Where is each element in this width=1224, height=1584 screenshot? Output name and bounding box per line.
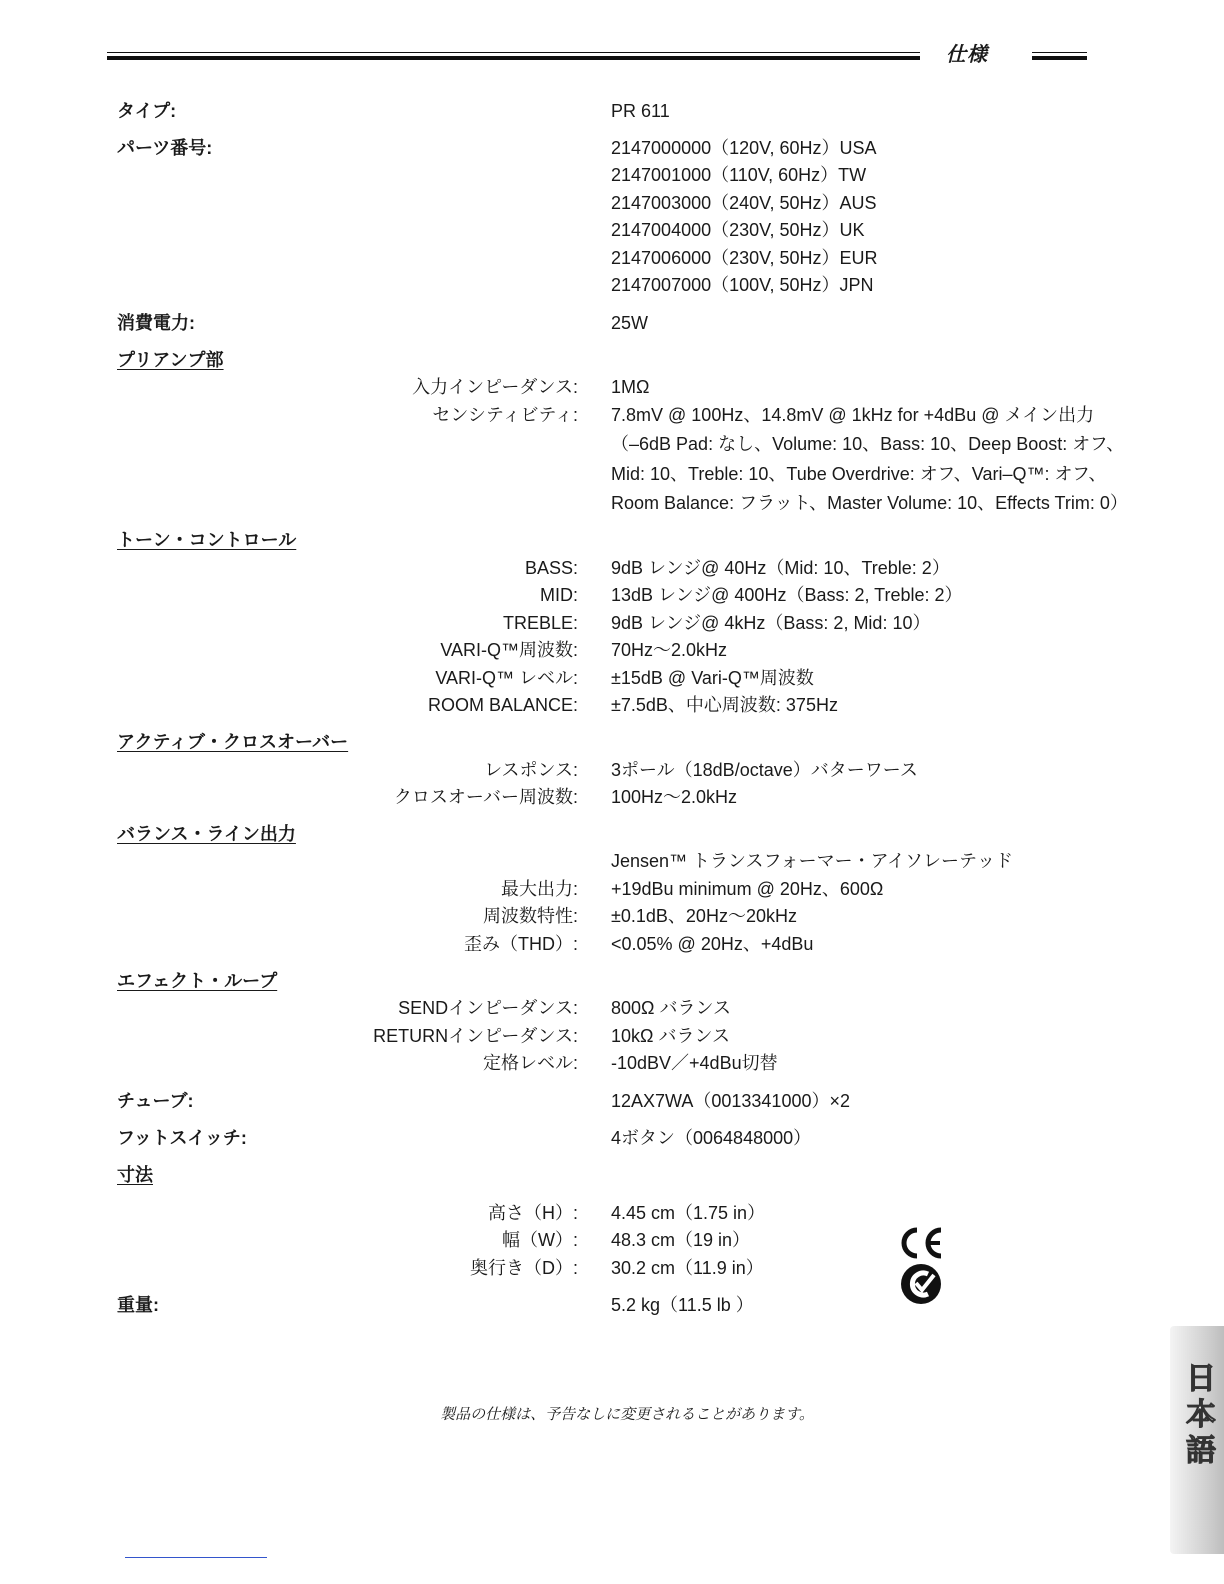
parts-label: パーツ番号: (117, 138, 213, 158)
sensitivity-line: 7.8mV @ 100Hz、14.8mV @ 1kHz for +4dBu @ メイン出力 (611, 405, 1095, 425)
sensitivity-line: Room Balance: フラット、Master Volume: 10、Effects Trim: 0） (611, 493, 1128, 513)
input-impedance-label: 入力インピーダンス: (412, 377, 578, 397)
room-balance-label: ROOM BALANCE: (427, 695, 578, 715)
send-impedance-label: SENDインピーダンス: (398, 998, 578, 1018)
bass-value: 9dB レンジ@ 40Hz（Mid: 10、Treble: 2） (611, 558, 950, 578)
mid-value: 13dB レンジ@ 400Hz（Bass: 2, Treble: 2） (611, 585, 963, 605)
height-value: 4.45 cm（1.75 in） (611, 1203, 766, 1223)
mid-label: MID: (540, 585, 578, 605)
response-value: 3ポール（18dB/octave）バターワース (611, 760, 918, 780)
max-output-label: 最大出力: (500, 879, 578, 899)
bass-label: BASS: (524, 558, 578, 578)
dimensions-heading: 寸法 (117, 1165, 153, 1185)
weight-value: 5.2 kg（11.5 lb ） (611, 1295, 754, 1315)
header-rule-left-thick (107, 56, 920, 60)
type-value: PR 611 (611, 101, 670, 121)
width-value: 48.3 cm（19 in） (611, 1230, 751, 1250)
tone-heading: トーン・コントロール (117, 530, 297, 550)
c-tick-mark-icon (899, 1263, 943, 1305)
crossover-freq-label: クロスオーバー周波数: (393, 787, 578, 807)
treble-value: 9dB レンジ@ 4kHz（Bass: 2, Mid: 10） (611, 613, 931, 633)
footer-note: 製品の仕様は、予告なしに変更されることがあります。 (440, 1406, 814, 1423)
sensitivity-line: Mid: 10、Treble: 10、Tube Overdrive: オフ、Vari–Q™: オフ、 (611, 464, 1107, 484)
depth-value: 30.2 cm（11.9 in） (611, 1258, 764, 1278)
tube-label: チューブ: (117, 1091, 194, 1111)
variq-level-label: VARI-Q™ レベル: (435, 668, 578, 688)
freq-response-value: ±0.1dB、20Hz～20kHz (611, 906, 797, 926)
max-output-value: +19dBu minimum @ 20Hz、600Ω (611, 879, 884, 899)
part-number: 2147004000（230V, 50Hz）UK (611, 220, 865, 240)
height-label: 高さ（H）: (488, 1203, 578, 1223)
tube-value: 12AX7WA（0013341000）×2 (611, 1091, 851, 1111)
balanced-heading: バランス・ライン出力 (117, 824, 296, 844)
page-title: 仕様 (946, 44, 988, 66)
rated-level-value: -10dBV／+4dBu切替 (611, 1053, 778, 1073)
part-number: 2147007000（100V, 50Hz）JPN (611, 275, 874, 295)
depth-label: 奥行き（D）: (470, 1258, 578, 1278)
room-balance-value: ±7.5dB、中心周波数: 375Hz (611, 695, 838, 715)
sensitivity-line: （–6dB Pad: なし、Volume: 10、Bass: 10、Deep Boost: オフ、 (611, 434, 1125, 454)
part-number: 2147006000（230V, 50Hz）EUR (611, 248, 878, 268)
ce-mark-icon (898, 1226, 944, 1260)
effects-heading: エフェクト・ループ (117, 971, 278, 991)
variq-freq-label: VARI-Q™周波数: (440, 640, 578, 660)
variq-level-value: ±15dB @ Vari-Q™周波数 (611, 668, 814, 688)
treble-label: TREBLE: (502, 613, 578, 633)
balanced-note: Jensen™ トランスフォーマー・アイソレーテッド (611, 851, 1013, 871)
header-rule-right-thin (1032, 52, 1087, 53)
type-label: タイプ: (117, 101, 177, 121)
freq-response-label: 周波数特性: (482, 906, 578, 926)
send-impedance-value: 800Ω バランス (611, 998, 731, 1018)
footswitch-label: フットスイッチ: (117, 1128, 247, 1148)
thd-value: <0.05% @ 20Hz、+4dBu (611, 934, 814, 954)
return-impedance-value: 10kΩ バランス (611, 1026, 730, 1046)
response-label: レスポンス: (484, 760, 578, 780)
crossover-freq-value: 100Hz～2.0kHz (611, 787, 738, 807)
sensitivity-label: センシティビティ: (432, 405, 578, 425)
weight-label: 重量: (117, 1295, 159, 1315)
width-label: 幅（W）: (502, 1230, 578, 1250)
part-number: 2147001000（110V, 60Hz）TW (611, 165, 867, 185)
preamp-heading: プリアンプ部 (117, 350, 224, 370)
variq-freq-value: 70Hz～2.0kHz (611, 640, 728, 660)
part-number: 2147003000（240V, 50Hz）AUS (611, 193, 877, 213)
language-tab-label: 日本語 (1181, 1362, 1214, 1470)
rated-level-label: 定格レベル: (482, 1053, 578, 1073)
return-impedance-label: RETURNインピーダンス: (373, 1026, 578, 1046)
footer-line (125, 1557, 267, 1558)
power-label: 消費電力: (117, 313, 195, 333)
language-tab (1170, 1326, 1224, 1554)
crossover-heading: アクティブ・クロスオーバー (117, 732, 349, 752)
footswitch-value: 4ボタン（0064848000） (611, 1128, 812, 1148)
header-rule-right-thick (1032, 56, 1087, 60)
part-number: 2147000000（120V, 60Hz）USA (611, 138, 877, 158)
thd-label: 歪み（THD）: (464, 934, 578, 954)
input-impedance-value: 1MΩ (611, 377, 650, 397)
header-rule-left-thin (107, 52, 920, 53)
power-value: 25W (611, 313, 649, 333)
